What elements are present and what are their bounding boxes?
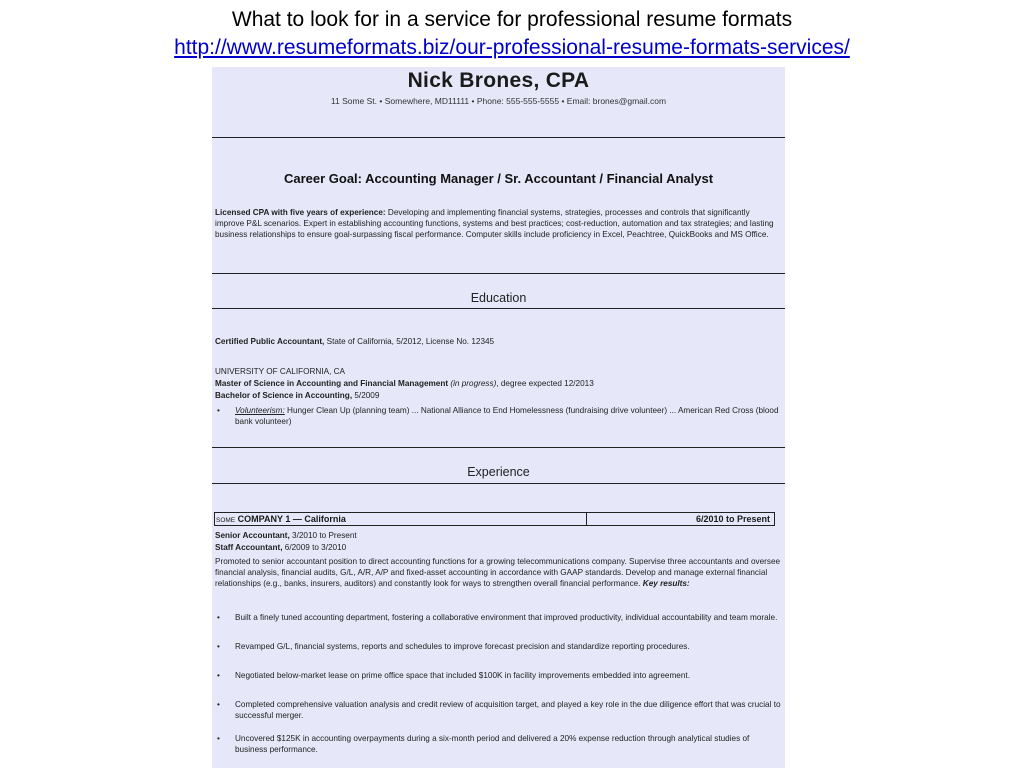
company-name	[215, 513, 587, 525]
volunteer-text: Hunger Clean Up (planning team) ... National Alliance to End Homelessness (fundraising drive volunteer) ... American Red Cross (blood bank volunteer)	[235, 406, 779, 426]
resume-name: Nick Brones, CPA	[407, 69, 590, 92]
resume-contact: 11 Some St. • Somewhere, MD11111 • Phone: 555-555-5555 • Email: brones@gmail.com	[330, 96, 667, 106]
bullet-text: Completed comprehensive valuation analysis and credit review of acquisition target, and played a key role in the due diligence effort that was crucial to successful merger.	[235, 700, 781, 720]
bachelors-lead: Bachelor of Science in Accounting,	[215, 391, 353, 400]
masters-line	[215, 379, 782, 390]
resume-formats-link[interactable]: http://www.resumeformats.biz/our-professional-resume-formats-services/	[174, 36, 850, 59]
bullet-icon: •	[217, 406, 220, 415]
bullet-icon: •	[217, 642, 220, 651]
divider	[212, 483, 785, 484]
bullet-text: Revamped G/L, financial systems, reports and schedules to improve forecast precision and standardize reporting procedures.	[235, 642, 690, 651]
role1-text: 3/2010 to Present	[289, 531, 357, 540]
volunteer-list	[215, 406, 782, 428]
bullet-text: Built a finely tuned accounting department, fostering a collaborative environment that improved productivity, individual accountability and team morale.	[235, 613, 778, 622]
role2-lead: Staff Accountant,	[215, 543, 283, 552]
company-prefix: SOME	[216, 517, 236, 524]
list-item	[215, 642, 782, 653]
role-senior	[215, 531, 782, 542]
description-text: Promoted to senior accountant position to direct accounting functions for a growing telecommunications company. Supervise three accountants and oversee financial analysis, financial audits, G/L, A/R, A/P and fixed-asset accounting in accordance with GAAP standards. Develop and manage external financial relationships (e.g., banks, insurers, auditors) and constantly look for ways to strengthen overall financial performance.	[215, 557, 781, 588]
volunteer-label: Volunteerism:	[235, 406, 285, 415]
job-description	[215, 557, 782, 589]
experience-heading: Experience	[467, 465, 530, 479]
bullet-icon: •	[217, 700, 220, 709]
bullet-text: Uncovered $125K in accounting overpayments during a six-month period and delivered a 20% expense reduction through analytical studies of business performance.	[235, 734, 750, 754]
role1-lead: Senior Accountant,	[215, 531, 290, 540]
company-name-text: COMPANY 1 — California	[235, 514, 346, 524]
list-item	[215, 613, 782, 624]
list-item	[215, 671, 782, 682]
career-goal: Career Goal: Accounting Manager / Sr. Accountant / Financial Analyst	[283, 171, 714, 186]
bachelors-text: 5/2009	[352, 391, 380, 400]
summary-lead: Licensed CPA with five years of experience:	[215, 208, 386, 217]
list-item	[215, 734, 782, 756]
slide-title: What to look for in a service for professional resume formats	[231, 8, 793, 31]
cpa-line	[215, 337, 782, 348]
company-header	[214, 512, 775, 526]
cpa-text: State of California, 5/2012, License No. 12345	[324, 337, 495, 346]
summary-text: Developing and implementing financial systems, strategies, processes and controls that significantly improve P&L scenarios. Expert in establishing accounting functions, systems and best practices; cost-reduction, automation and tax strategies; and lasting business relationships to ensure goal-surpassing fiscal performance. Computer skills include proficiency in Excel, Peachtree, QuickBooks and MS Office.	[215, 208, 774, 239]
bullet-icon: •	[217, 734, 220, 743]
resume-document	[212, 67, 785, 768]
company-dates: 6/2010 to Present	[695, 514, 770, 524]
masters-italic: (in progress)	[448, 379, 497, 388]
key-results-label: Key results:	[640, 578, 690, 588]
list-item	[215, 406, 782, 428]
university: UNIVERSITY OF CALIFORNIA, CA	[215, 367, 345, 376]
education-heading: Education	[470, 291, 527, 305]
bullet-text: Negotiated below-market lease on prime office space that included $100K in facility improvements embedded into agreement.	[235, 671, 690, 680]
divider	[212, 273, 785, 274]
divider	[212, 447, 785, 448]
divider	[212, 137, 785, 138]
bachelors-line	[215, 391, 782, 402]
list-item	[215, 700, 782, 722]
cpa-lead: Certified Public Accountant,	[215, 337, 325, 346]
summary-paragraph	[215, 208, 781, 240]
divider	[212, 308, 785, 309]
masters-lead: Master of Science in Accounting and Financial Management	[215, 379, 449, 388]
role2-text: 6/2009 to 3/2010	[282, 543, 347, 552]
masters-text: , degree expected 12/2013	[496, 379, 594, 388]
bullet-icon: •	[217, 671, 220, 680]
role-staff	[215, 543, 782, 554]
bullet-icon: •	[217, 613, 220, 622]
